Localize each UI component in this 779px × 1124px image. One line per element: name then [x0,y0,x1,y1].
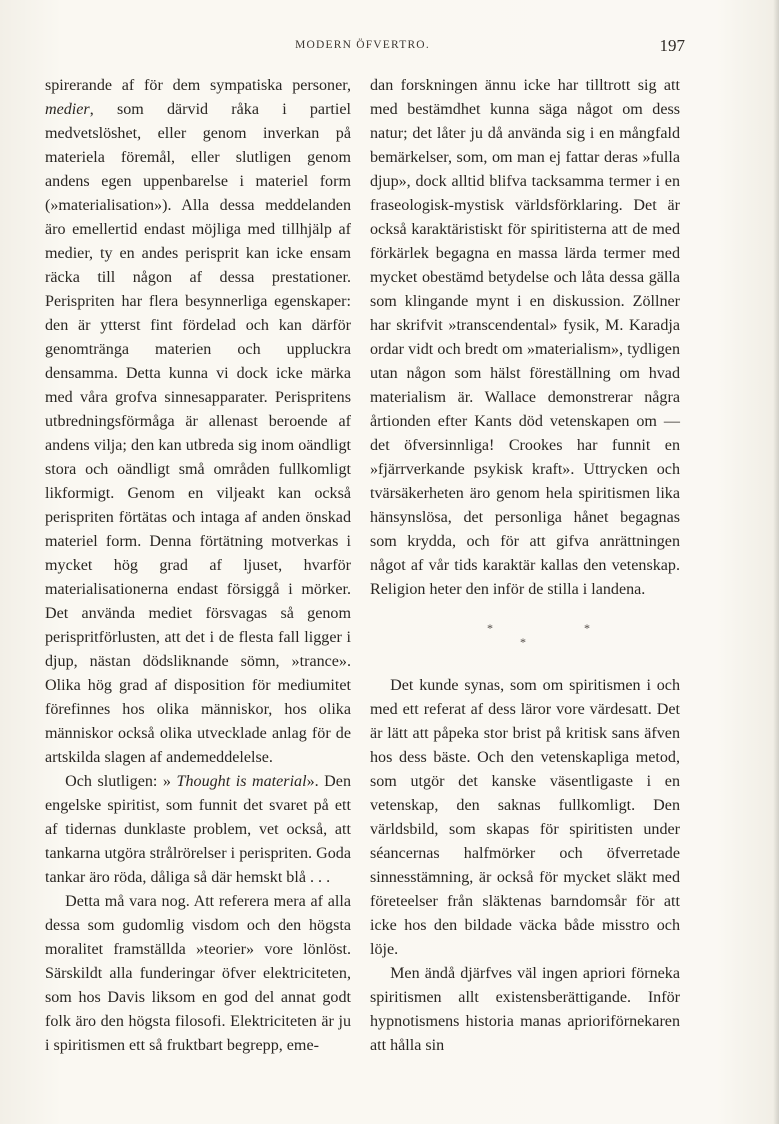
asterisk: * [584,621,590,635]
page-header [40,36,685,58]
paragraph-text: spirerande af för dem sympatiska personer, [45,77,351,94]
emphasis-text: medier [45,101,90,118]
paragraph-text: Detta må vara nog. Att referera mera af alla dessa som gudomlig visdom och den högsta moralitet framställda »teorier» vore lönlöst. Särskildt alla funderingar öfver elektriciteten, som hos Davis liksom en god del annat godt folk äro den högsta filosofi. Elektriciteten är ju i spiritismen ett så fruktbart begrepp, eme- [45,893,351,1054]
paragraph-text: dan forskningen ännu icke har tilltrott sig att med bestämdhet kunna säga något om dess natur; det låter ju då använda sig i en mångfald bemärkelser, som, om man ej fattar deras »fulla djup», dock alltid blifva tacksamma termer i en fraseologisk-mystisk världsförklaring. Det är också karaktäristiskt för spiritisterna att de med förkärlek begagna en massa lärda termer med mycket obestämd betydelse och låta dessa gälla som klingande mynt i en diskussion. Zöllner har skrifvit »transcendental» fysik, M. Karadja ordar vidt och bredt om »materialism», tydligen utan någon som hälst föreställning om hvad materialism är. Wallace demonstrerar några årtionden efter Kants död vetenskapen om — det öfversinnliga! Crookes har funnit en »fjärrverkande psykisk kraft». Uttrycken och tvärsäkerheten äro genom hela spiritismen lika hänsynslösa, det personliga hånet begagnas som krydda, och för att gifva anrättningen något af vår tids karaktär kallas den vetenskap. Religion heter den inför de stilla i landena. [370,77,680,598]
asterisk: * [520,635,526,649]
running-head: MODERN ÖFVERTRO. [295,39,430,51]
section-break-asterisks [370,602,680,674]
paragraph [370,74,680,602]
paragraph [370,674,680,962]
asterisk: * [487,621,493,635]
paragraph-text: , som därvid råka i partiel medvetslöshet, eller genom inverkan på materiela föremål, eller slutligen genom andens egen uppenbarelse i materiel form (»materialisation»). Alla dessa meddelanden äro emellertid endast möjliga med tillhjälp af medier, ty en andes perisprit kan icke ensam räcka till någon af dessa prestationer. Perispriten har flera besynnerliga egenskaper: den är ytterst fint fördelad och kan därför genomtränga materien och uppluckra densamma. Detta kunna vi dock icke märka med våra grofva sinnesapparater. Perispritens utbredningsförmåga är allenast beroende af andens vilja; den kan utbreda sig inom oändligt stora och oändligt små områden fullkomligt likformigt. Genom en viljeakt kan också perispriten förtätas och intaga af anden önskad materiel form. Denna förtätning motverkas i mycket hög grad af ljuset, hvarför materialisationerna endast försiggå i mörker. Det använda mediet försvagas så genom perispritförlusten, att det i de flesta fall ligger i djup, nästan dödsliknande sömn, »trance». Olika hög grad af disposition för mediumitet förefinnes hos olika människor, hos olika människor också olika utvecklade anlag för de artskilda slagen af andemeddelelse. [45,101,351,766]
page-edge-shadow [773,0,779,1124]
paragraph-text: Men ändå djärfves väl ingen apriori förneka spiritismen allt existensberättigande. Inför hypnotismens historia manas aprioriförnekaren att hålla sin [370,965,680,1054]
page-number: 197 [659,36,685,55]
paragraph-text: Och slutligen: » [65,773,177,790]
paragraph [370,962,680,1058]
paragraph [45,770,351,890]
paragraph [45,890,351,1058]
paragraph [45,74,351,770]
paragraph-text: Det kunde synas, som om spiritismen i och med ett referat af dess läror vore värdesatt. Det är lätt att påpeka stor brist på kritisk sans äfven hos dess bäste. Och den vetenskapliga metod, som utgör det kanske väsentligaste i en vetenskap, den saknas fullkomligt. Den världsbild, som skapas för spiritisten under séancernas halfmörker och öfverretade sinnesstämning, är också för mycket släkt med företeelser från släktenas barndomsår för att icke hos den bildade väcka både misstro och löje. [370,677,680,958]
emphasis-text: Thought is material [176,773,307,790]
right-column [370,74,680,1058]
paragraph-text: ». Den engelske spiritist, som funnit det svaret på ett af tidernas dunklaste problem, vet också, att tankarna utgöra strålrörelser i perispriten. Goda tankar äro röda, dåliga så där hemskt blå . . . [45,773,351,886]
left-column [45,74,351,1058]
